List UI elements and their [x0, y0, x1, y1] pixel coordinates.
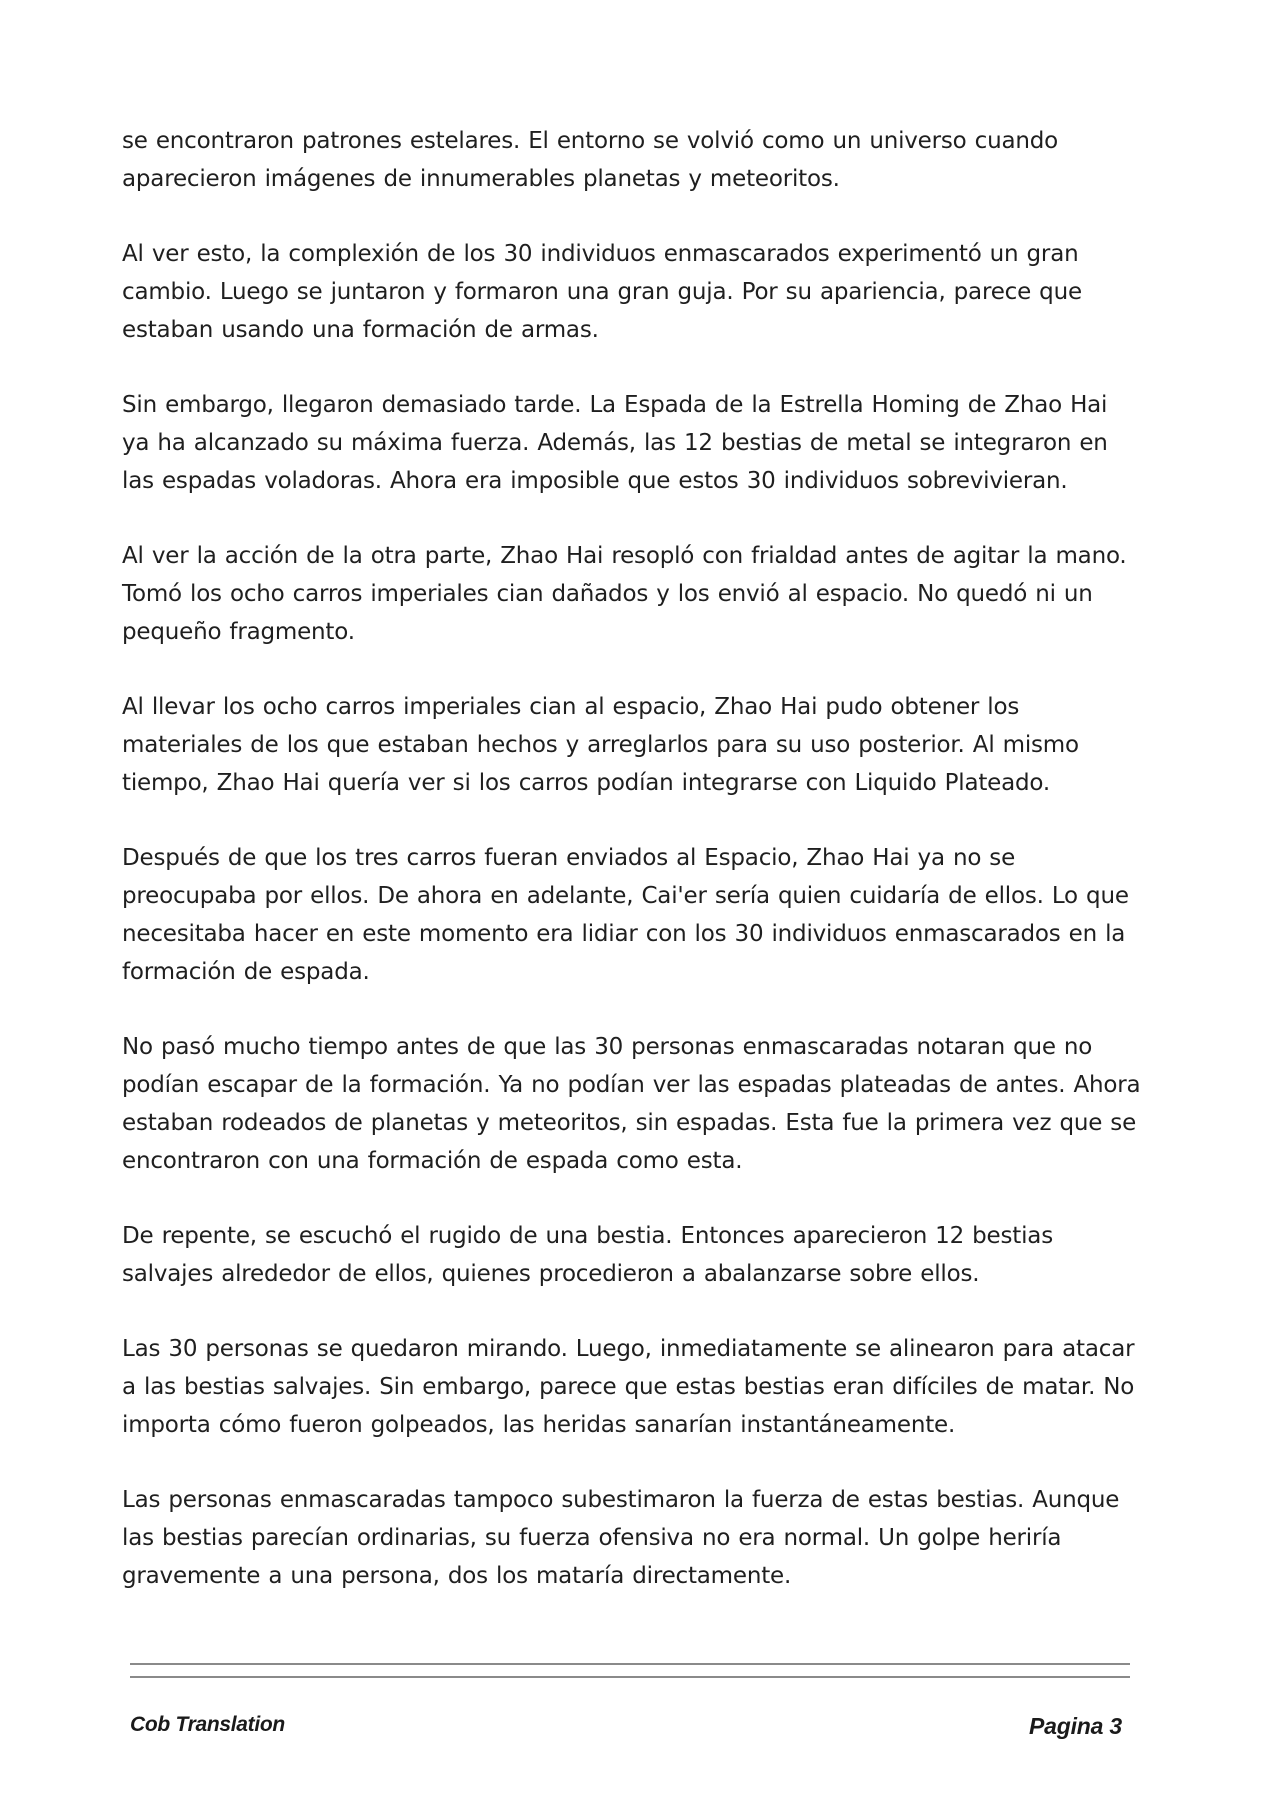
paragraph: Al llevar los ocho carros imperiales cian al espacio, Zhao Hai pudo obtener los materiales de los que estaban hechos y arreglarlos para su uso posterior. Al mismo tiempo, Zhao Hai quería ver si los carros podían integrarse con Liquido Plateado. — [122, 694, 1079, 796]
paragraph: se encontraron patrones estelares. El entorno se volvió como un universo cuando aparecieron imágenes de innumerables planetas y meteoritos. — [122, 128, 1059, 192]
paragraph: Al ver la acción de la otra parte, Zhao Hai resopló con frialdad antes de agitar la mano. Tomó los ocho carros imperiales cian dañados y los envió al espacio. No quedó ni un pequeño fragmento. — [122, 543, 1127, 645]
paragraph: Sin embargo, llegaron demasiado tarde. La Espada de la Estrella Homing de Zhao Hai ya ha alcanzado su máxima fuerza. Además, las 12 bestias de metal se integraron en las espadas voladoras. Ahora era imposible que estos 30 individuos sobrevivieran. — [122, 392, 1108, 494]
footer-divider-top — [130, 1663, 1130, 1665]
footer-translator-name: Cob Translation — [130, 1713, 285, 1736]
paragraph: Las personas enmascaradas tampoco subestimaron la fuerza de estas bestias. Aunque las bestias parecían ordinarias, su fuerza ofensiva no era normal. Un golpe heriría gravemente a una persona, dos los mataría directamente. — [122, 1487, 1120, 1589]
footer-page-number: Pagina 3 — [1029, 1713, 1122, 1739]
paragraph: De repente, se escuchó el rugido de una bestia. Entonces aparecieron 12 bestias salvajes alrededor de ellos, quienes procedieron a abalanzarse sobre ellos. — [122, 1223, 1053, 1287]
paragraph: Al ver esto, la complexión de los 30 individuos enmascarados experimentó un gran cambio. Luego se juntaron y formaron una gran guja. Por su apariencia, parece que estaban usando una formación de armas. — [122, 241, 1082, 343]
footer-divider-bottom — [130, 1676, 1130, 1678]
paragraph: Después de que los tres carros fueran enviados al Espacio, Zhao Hai ya no se preocupaba por ellos. De ahora en adelante, Cai'er sería quien cuidaría de ellos. Lo que necesitaba hacer en este momento era lidiar con los 30 individuos enmascarados en la formación de espada. — [122, 845, 1129, 985]
paragraph: Las 30 personas se quedaron mirando. Luego, inmediatamente se alinearon para atacar a las bestias salvajes. Sin embargo, parece que estas bestias eran difíciles de matar. No importa cómo fueron golpeados, las heridas sanarían instantáneamente. — [122, 1336, 1135, 1438]
paragraph: No pasó mucho tiempo antes de que las 30 personas enmascaradas notaran que no podían escapar de la formación. Ya no podían ver las espadas plateadas de antes. Ahora estaban rodeados de planetas y meteoritos, sin espadas. Esta fue la primera vez que se encontraron con una formación de espada como esta. — [122, 1034, 1141, 1174]
body-text — [122, 122, 1142, 1632]
